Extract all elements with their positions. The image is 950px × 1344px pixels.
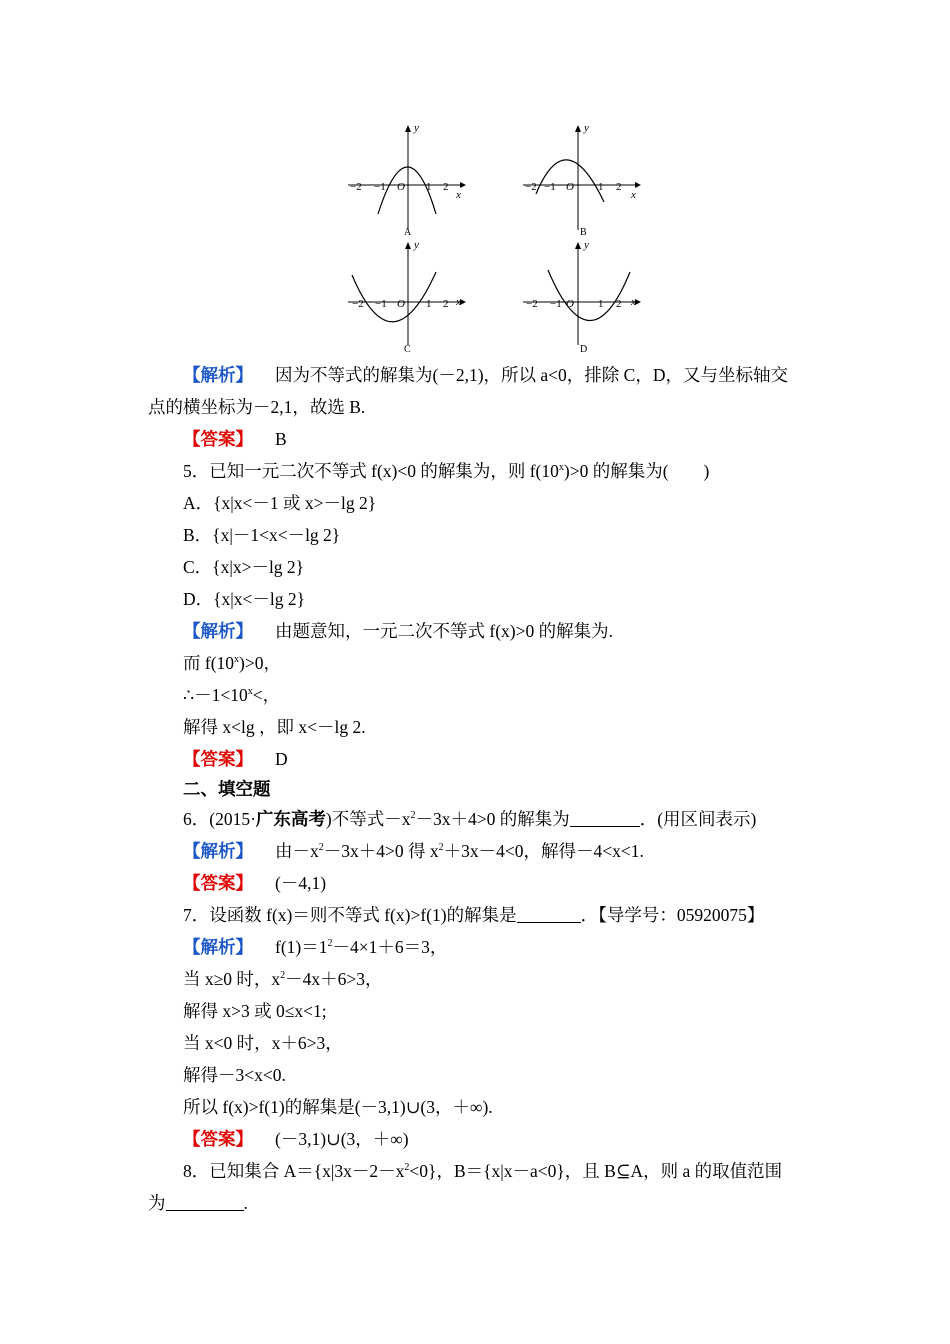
q5-option-d: D．{x|x<－lg 2} bbox=[183, 589, 306, 609]
daan-label: 【答案】 bbox=[183, 429, 253, 449]
origin-label: O bbox=[397, 298, 405, 310]
figure-label: A bbox=[404, 227, 412, 238]
section-heading: 二、填空题 bbox=[183, 779, 271, 799]
tick-label: −2 bbox=[526, 298, 538, 310]
daan-label: 【答案】 bbox=[183, 749, 253, 769]
q8-stem-line1: 8．已知集合 $A=\{x|3x-2-x^2<0\}$，B＝{x|x－a<0}，且 B⊆A，则 a 的取值范围 bbox=[183, 1161, 783, 1181]
origin-label: O bbox=[566, 181, 574, 193]
figure-d bbox=[523, 239, 641, 355]
tick-label: −1 bbox=[544, 181, 556, 193]
q5-jiexi-line4: 解得 x<lg ，即 x<－lg 2. bbox=[183, 717, 366, 737]
q4-jiexi-line2: 点的横坐标为－2,1，故选 B. bbox=[148, 397, 366, 417]
q5-option-b: B．{x|－1<x<－lg 2} bbox=[183, 525, 341, 545]
figure-label: D bbox=[580, 344, 588, 355]
axis-y-label: y bbox=[584, 122, 589, 134]
origin-label: O bbox=[566, 298, 574, 310]
tick-label: 1 bbox=[426, 298, 432, 310]
jiexi-label: 【解析】 bbox=[183, 841, 253, 861]
tick-label: 2 bbox=[616, 298, 622, 310]
tick-label: −2 bbox=[352, 298, 364, 310]
q5-option-a: A．{x|x<－1 或 x>－lg 2} bbox=[183, 493, 377, 513]
q5-option-c: C．{x|x>－lg 2} bbox=[183, 557, 305, 577]
tick-label: −2 bbox=[350, 181, 362, 193]
figure-label: C bbox=[404, 344, 411, 355]
axis-y-label: y bbox=[414, 239, 419, 251]
q7-jiexi-line3: 解得 x>3 或 0≤x<1; bbox=[183, 1001, 327, 1021]
figure-label: B bbox=[580, 227, 587, 238]
q6-stem: 6．(2015·广东高考)不等式$-x^2-3x+4>0$ 的解集为 ．(用区间表示) bbox=[183, 809, 757, 829]
q7-jiexi-line5: 解得－3<x<0. bbox=[183, 1065, 286, 1085]
figure-a bbox=[348, 122, 466, 238]
tick-label: 1 bbox=[598, 181, 604, 193]
figure-c bbox=[348, 239, 466, 355]
q4-answer bbox=[183, 428, 287, 450]
q7-jiexi-line6: 所以 f(x)>f(1)的解集是(－3,1)∪(3，＋∞). bbox=[183, 1097, 493, 1117]
daan-label: 【答案】 bbox=[183, 873, 253, 893]
q5-jiexi-line2: 而 $f(10^x)>0$， bbox=[183, 653, 281, 673]
axis-y-label: y bbox=[414, 122, 419, 134]
q7-jiexi-line4: 当 x<0 时，x＋6>3， bbox=[183, 1033, 343, 1053]
origin-label: O bbox=[397, 181, 405, 193]
q4-jiexi-line1 bbox=[183, 364, 788, 386]
q7-jiexi-line2: 当 x≥0 时，$x^2-4x+6>3$， bbox=[183, 969, 383, 989]
q7-answer bbox=[183, 1128, 409, 1150]
q7-stem: 7．设函数 f(x)＝则不等式 f(x)>f(1)的解集是 ．【导学号：05920075】 bbox=[183, 905, 765, 925]
tick-label: 2 bbox=[443, 298, 449, 310]
q5-jiexi-line3: $\therefore-1<10^x<$， bbox=[183, 685, 281, 705]
q8-stem-line2: 为 . bbox=[148, 1193, 248, 1213]
answer-blank bbox=[517, 906, 581, 923]
axis-x-label: x bbox=[631, 296, 636, 308]
q6-answer bbox=[183, 872, 326, 894]
axis-x-label: x bbox=[456, 189, 461, 201]
tick-label: −1 bbox=[375, 298, 387, 310]
axis-x-label: x bbox=[631, 189, 636, 201]
axis-y-label: y bbox=[584, 239, 589, 251]
figure-b bbox=[523, 122, 641, 238]
answer-blank bbox=[166, 1194, 244, 1211]
q7-answer-value: (－3,1)∪(3，＋∞) bbox=[275, 1129, 409, 1149]
q4-answer-value: B bbox=[275, 429, 287, 449]
tick-label: −1 bbox=[550, 298, 562, 310]
q6-answer-value: (－4,1) bbox=[275, 873, 327, 893]
tick-label: 2 bbox=[443, 181, 449, 193]
jiexi-label: 【解析】 bbox=[183, 365, 253, 385]
tick-label: 1 bbox=[426, 181, 432, 193]
q7-jiexi-line1: 【解析】 $f(1)=1^2-4\times 1+6=3$， bbox=[183, 937, 448, 957]
parabola-figures bbox=[340, 120, 650, 360]
q5-stem: 5．已知一元二次不等式 f(x)<0 的解集为，则 $f(10^x)>0$ 的解集为( ) bbox=[183, 461, 710, 481]
axis-x-label: x bbox=[456, 296, 461, 308]
tick-label: −2 bbox=[525, 181, 537, 193]
tick-label: 1 bbox=[598, 298, 604, 310]
answer-blank bbox=[570, 810, 640, 827]
q5-answer-value: D bbox=[275, 749, 288, 769]
jiexi-label: 【解析】 bbox=[183, 937, 253, 957]
q6-jiexi: 【解析】 由$-x^2-3x+4>0$ 得 $x^2+3x-4<0$，解得－4<x<1. bbox=[183, 841, 644, 861]
jiexi-label: 【解析】 bbox=[183, 621, 253, 641]
q5-jiexi-line1: 【解析】 由题意知，一元二次不等式 f(x)>0 的解集为. bbox=[183, 621, 613, 641]
tick-label: 2 bbox=[616, 181, 622, 193]
tick-label: −1 bbox=[374, 181, 386, 193]
q4-jiexi-text: 因为不等式的解集为(－2,1)，所以 a<0，排除 C，D，又与坐标轴交 bbox=[275, 365, 788, 385]
daan-label: 【答案】 bbox=[183, 1129, 253, 1149]
q5-answer bbox=[183, 748, 288, 770]
